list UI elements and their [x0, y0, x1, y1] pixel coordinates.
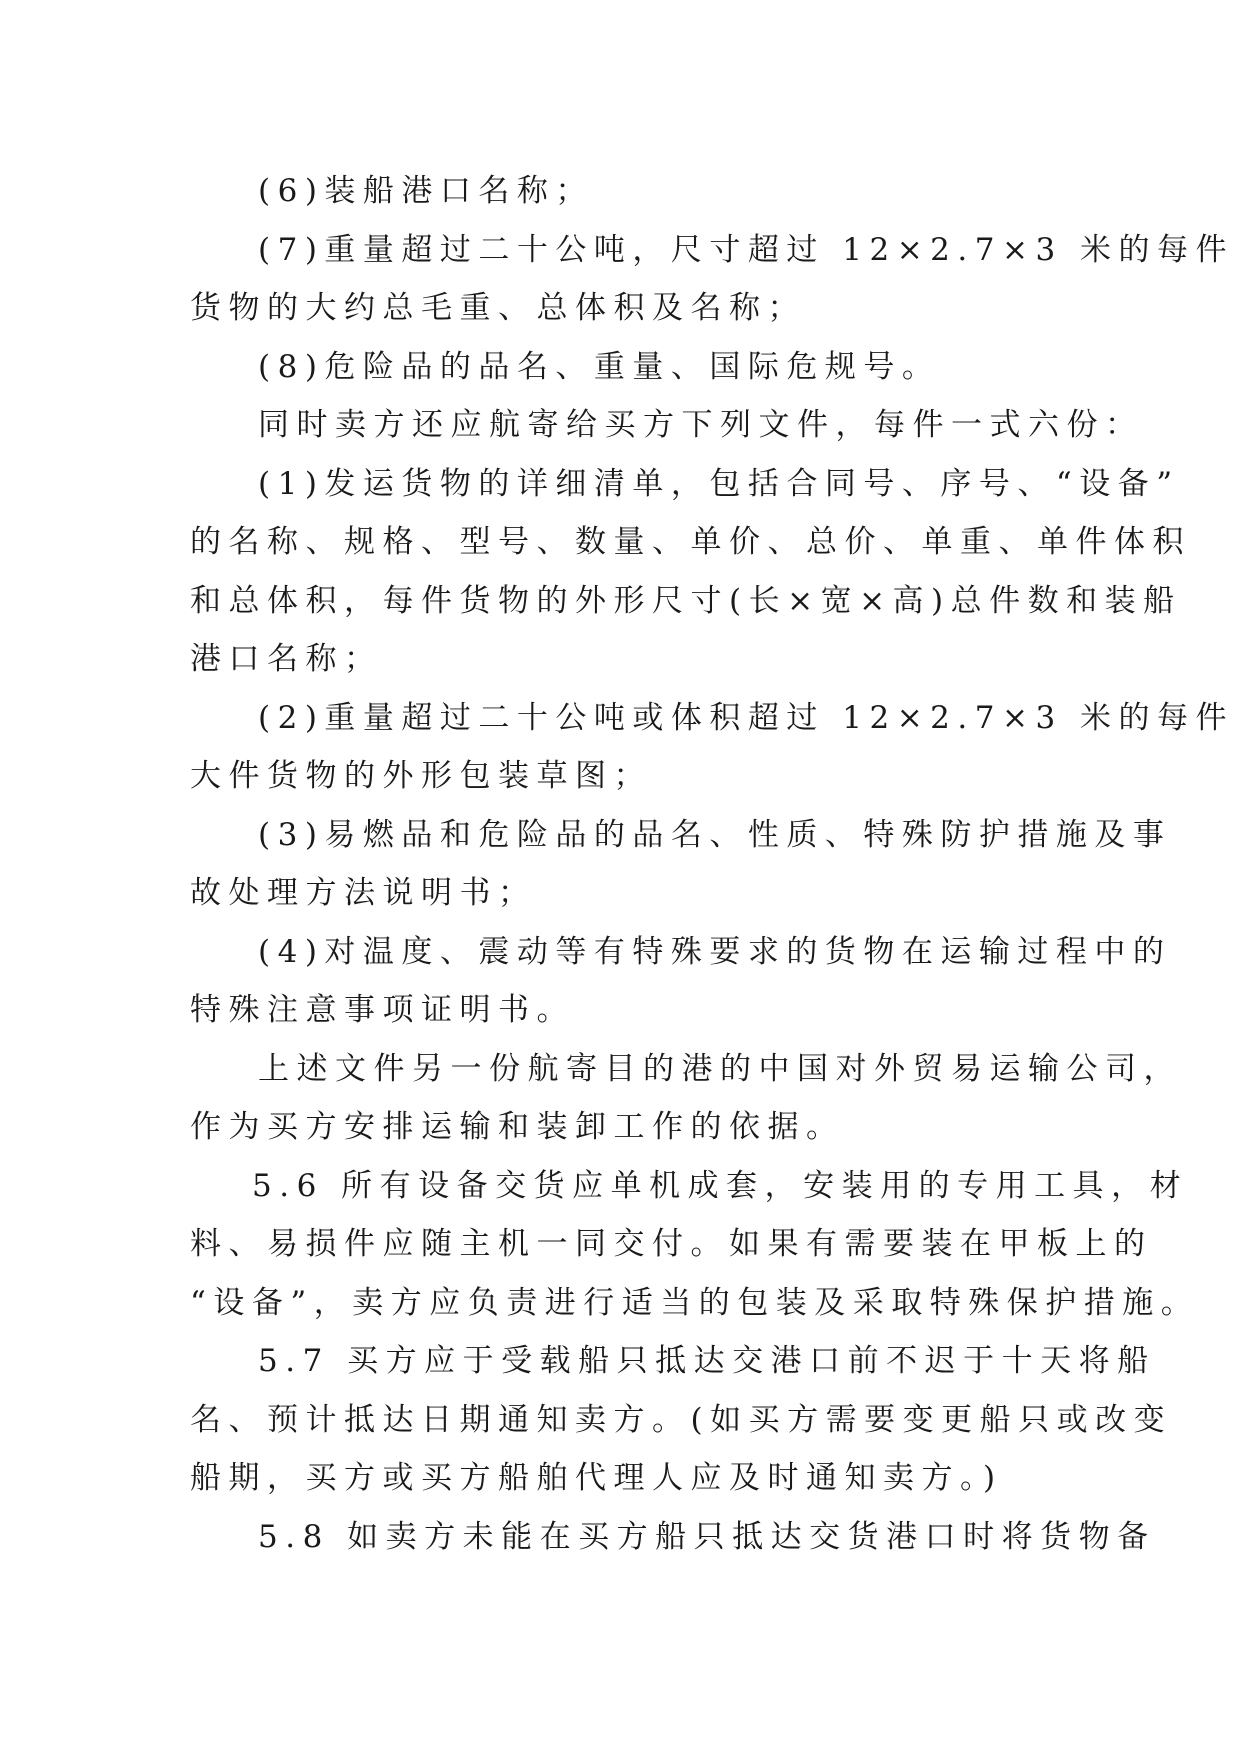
paragraph-line-18: 5.6 所有设备交货应单机成套，安装用的专用工具，材 [252, 1167, 1189, 1204]
paragraph-line-11: 大件货物的外形包装草图； [190, 758, 652, 794]
paragraph-line-12: (3)易燃品和危险品的品名、性质、特殊防护措施及事 [258, 816, 1172, 853]
paragraph-line-21: 5.7 买方应于受载船只抵达交港口前不迟于十天将船 [258, 1343, 1156, 1379]
paragraph-line-20: “设备”，卖方应负责进行适当的包装及采取特殊保护措施。 [190, 1284, 1200, 1321]
paragraph-line-22: 名、预计抵达日期通知卖方。(如买方需要变更船只或改变 [190, 1401, 1173, 1438]
paragraph-line-14: (4)对温度、震动等有特殊要求的货物在运输过程中的 [258, 933, 1172, 970]
paragraph-line-3: 货物的大约总毛重、总体积及名称； [190, 290, 806, 326]
paragraph-line-1: (6)装船港口名称； [258, 173, 594, 209]
paragraph-line-17: 作为买方安排运输和装卸工作的依据。 [190, 1109, 845, 1145]
paragraph-line-6: (1)发运货物的详细清单，包括合同号、序号、“设备” [258, 465, 1180, 502]
paragraph-line-8: 和总体积，每件货物的外形尺寸(长×宽×高)总件数和装船 [190, 582, 1182, 619]
paragraph-line-19: 料、易损件应随主机一同交付。如果有需要装在甲板上的 [190, 1226, 1153, 1262]
paragraph-line-10: (2)重量超过二十公吨或体积超过 12×2.7×3 米的每件 [258, 699, 1235, 736]
paragraph-line-4: (8)危险品的品名、重量、国际危规号。 [258, 348, 941, 385]
paragraph-line-7: 的名称、规格、型号、数量、单价、总价、单重、单件体积 [190, 524, 1191, 560]
paragraph-line-16: 上述文件另一份航寄目的港的中国对外贸易运输公司， [258, 1050, 1182, 1087]
paragraph-line-24: 5.8 如卖方未能在买方船只抵达交货港口时将货物备 [258, 1518, 1156, 1555]
paragraph-line-5: 同时卖方还应航寄给买方下列文件，每件一式六份： [258, 407, 1144, 443]
paragraph-line-13: 故处理方法说明书； [190, 875, 537, 911]
paragraph-line-23: 船期，买方或买方船舶代理人应及时通知卖方。) [190, 1460, 1003, 1496]
paragraph-line-2: (7)重量超过二十公吨，尺寸超过 12×2.7×3 米的每件 [258, 231, 1235, 268]
paragraph-line-15: 特殊注意事项证明书。 [190, 992, 575, 1028]
paragraph-line-9: 港口名称； [190, 641, 383, 677]
document-body [190, 162, 1235, 1566]
